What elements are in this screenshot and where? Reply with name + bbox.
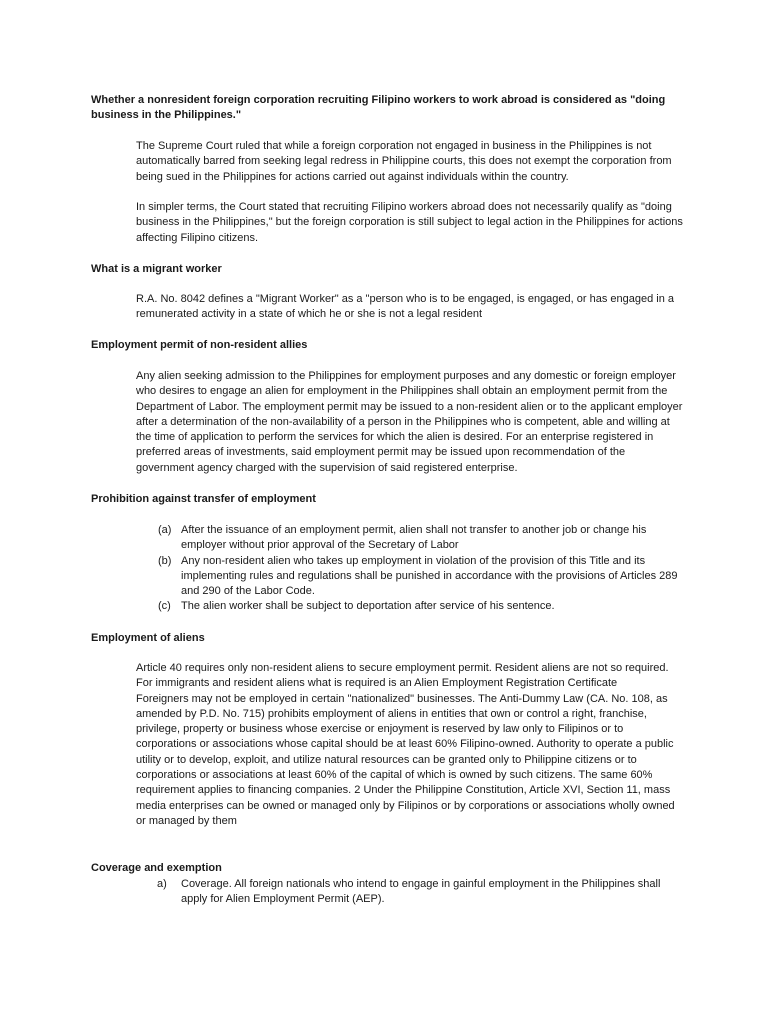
paragraph-text: Any alien seeking admission to the Philippines for employment purposes and any domestic or foreign employer who desires to engage an alien for employment in the Philippines shall obtain an employment permit from the Department of Labor. The employment permit may be issued to a non-resident alien or to the applicant employer after a determination of the non-availability of a person in the Philippines who is competent, able and willing at the time of application to perform the services for which the alien is desired. For an enterprise registered in preferred areas of investments, said employment permit may be issued upon recommendation of the government agency charged with the supervision of said registered enterprise.: [136, 370, 683, 474]
list-marker: (b): [158, 554, 172, 567]
paragraph-text: The Supreme Court ruled that while a foreign corporation not engaged in business in the Philippines is not automatically barred from seeking legal redress in Philippine courts, this does not exempt the corporation from being sued in the Philippines for actions carried out against individuals within the country.: [136, 140, 672, 183]
heading-doing-business: Whether a nonresident foreign corporation recruiting Filipino workers to work abroad is considered as "doing business in the Philippines.": [91, 94, 666, 122]
doing-business-paragraph-2: [136, 200, 684, 246]
list-item-text: After the issuance of an employment permit, alien shall not transfer to another job or change his employer without prior approval of the Secretary of Labor: [181, 524, 647, 552]
list-item-text: The alien worker shall be subject to deportation after service of his sentence.: [181, 600, 555, 613]
list-item: [158, 523, 688, 554]
heading-migrant-worker: What is a migrant worker: [91, 263, 222, 275]
list-marker: (c): [158, 600, 171, 613]
doing-business-paragraph-1: [136, 139, 684, 185]
list-item-text: Coverage. All foreign nationals who intend to engage in gainful employment in the Philippines shall apply for Alien Employment Permit (AEP).: [181, 878, 661, 906]
paragraph-text: R.A. No. 8042 defines a "Migrant Worker" as a "person who is to be engaged, is engaged, or has engaged in a remunerated activity in a state of which he or she is not a legal resident: [136, 293, 675, 321]
list-marker: (a): [158, 524, 172, 536]
employment-aliens-paragraphs: [136, 661, 684, 829]
list-marker: a): [157, 878, 167, 890]
list-item: [158, 599, 688, 614]
coverage-list: [157, 877, 687, 908]
paragraph-text: Article 40 requires only non-resident aliens to secure employment permit. Resident aliens are not so required. For immigrants and resident aliens what is required is an Alien Employment Registration Certificate: [136, 662, 669, 690]
list-item: [157, 877, 687, 908]
list-item-text: Any non-resident alien who takes up employment in violation of the provision of this Title and its implementing rules and regulations shall be punished in accordance with the provisions of Articles 289 and 290 of the Labor Code.: [181, 554, 678, 598]
migrant-worker-paragraph: [136, 292, 684, 323]
heading-employment-permit: Employment permit of non-resident allies: [91, 339, 308, 351]
prohibition-list: [158, 523, 688, 615]
paragraph-text: Foreigners may not be employed in certain "nationalized" businesses. The Anti-Dummy Law (CA. No. 108, as amended by P.D. No. 715) prohibits employment of aliens in entities that own or control a right, franchise, privilege, property or business whose exercise or enjoyment is reserved by law only to Filipinos or to corporations or associations whose capital should be at least 60% Filipino-owned. Authority to operate a public utility or to develop, exploit, and utilize natural resources can be granted only to Philippine citizens or to corporations or associations at least 60% of the capital of which is owned by such citizens. The same 60% requirement applies to financing companies. 2 Under the Philippine Constitution, Article XVI, Section 11, mass media enterprises can be owned or managed only by Filipinos or by corporations or associations wholly owned or managed by them: [136, 692, 675, 827]
list-item: [158, 554, 688, 600]
heading-employment-of-aliens: Employment of aliens: [91, 632, 205, 644]
heading-coverage: Coverage and exemption: [91, 862, 222, 874]
employment-permit-paragraph: [136, 369, 684, 476]
paragraph-text: In simpler terms, the Court stated that recruiting Filipino workers abroad does not necessarily qualify as "doing business in the Philippines," but the foreign corporation is still subject to legal action in the Philippines for actions affecting Filipino citizens.: [136, 201, 683, 244]
heading-prohibition: Prohibition against transfer of employment: [91, 493, 316, 505]
